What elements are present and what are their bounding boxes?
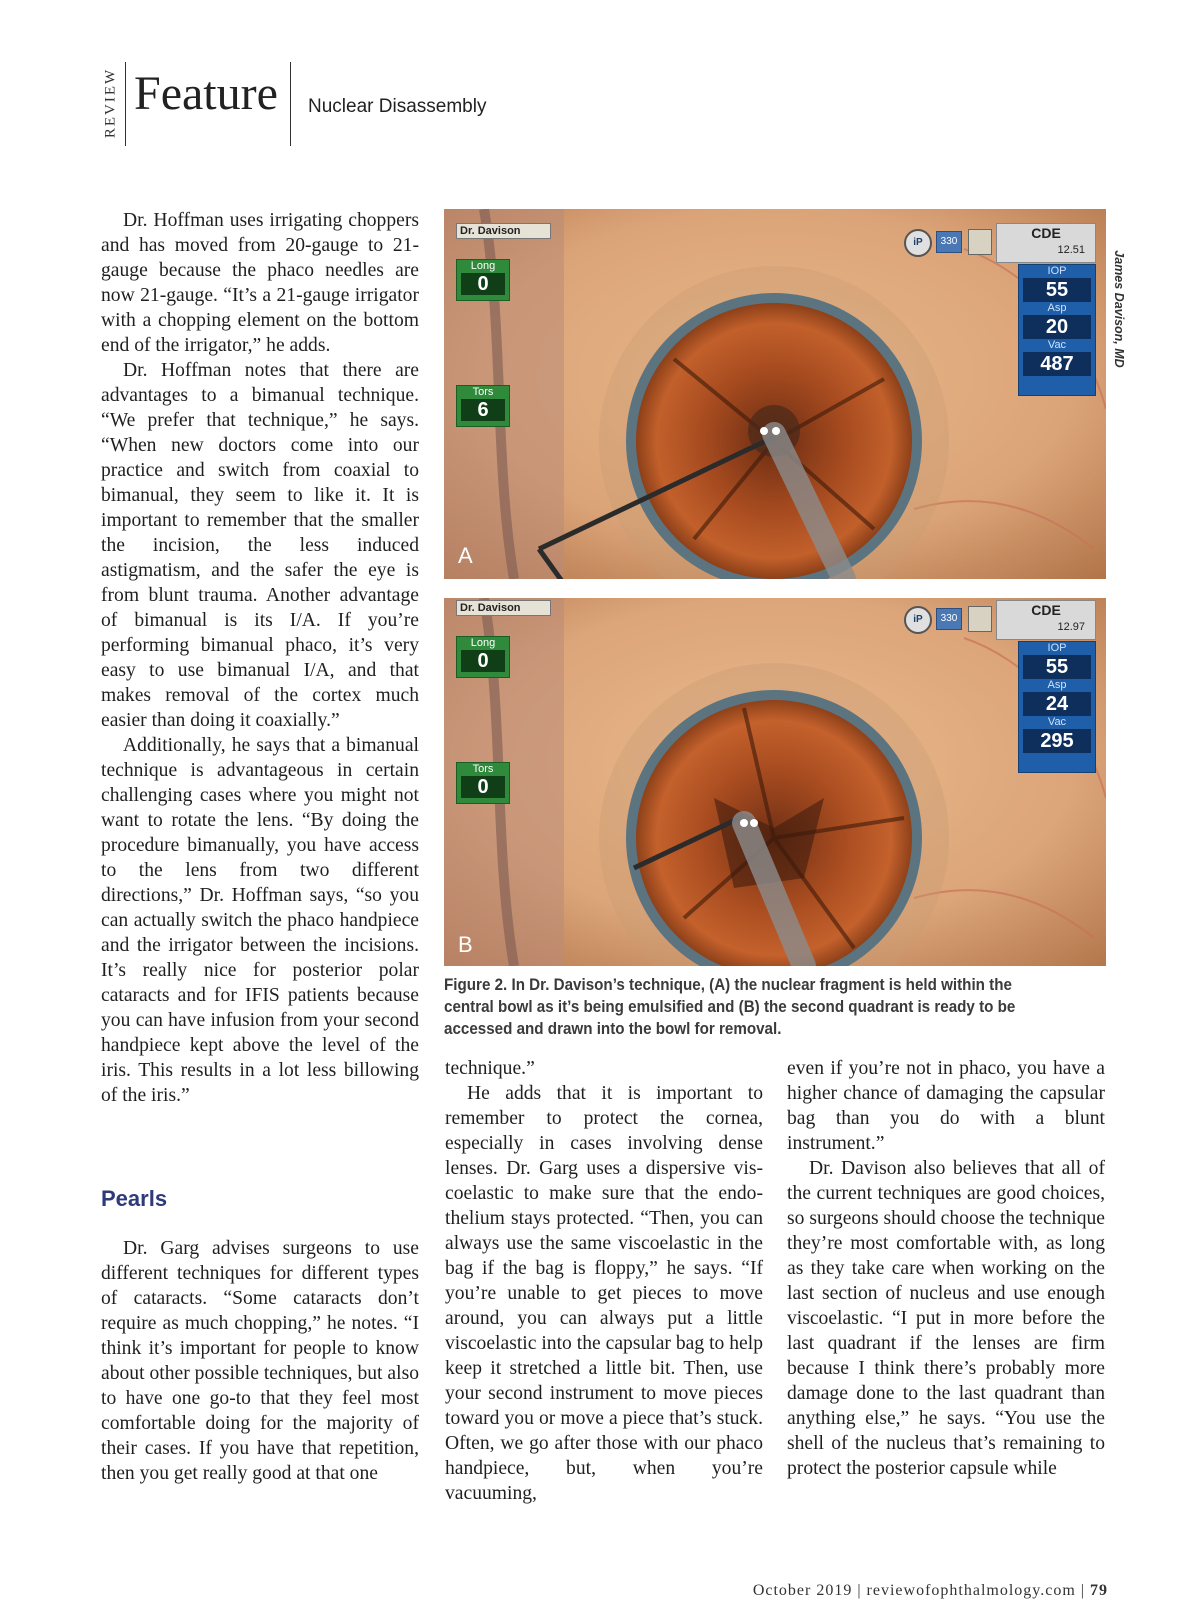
- tors-readout: Tors 0: [456, 762, 510, 804]
- surgery-photo-b: [444, 598, 1106, 966]
- paragraph: Dr. Hoffman uses irrigating choppers and has moved from 20-gauge to 21-gauge because the phaco needles are now 21-gauge. “It’s a 21-gauge irrigator with a chopping element on the bottom end of the irrigator,” he adds.: [101, 210, 419, 356]
- section-title: Nuclear Disassembly: [308, 96, 487, 117]
- power-badge: 330: [936, 231, 962, 253]
- long-readout: Long 0: [456, 259, 510, 301]
- article-column-1-pearls: [101, 1236, 419, 1486]
- fluidics-readout: IOP 55 Asp 24 Vac 295: [1018, 641, 1096, 773]
- header-divider: [290, 62, 291, 146]
- header-divider: [125, 62, 126, 146]
- ip-badge: iP: [904, 606, 932, 634]
- ip-badge: iP: [904, 229, 932, 257]
- panel-letter: B: [458, 932, 473, 957]
- face-icon: [968, 606, 992, 632]
- surgeon-label: Dr. Davison: [456, 223, 551, 239]
- paragraph: Dr. Davison also believes that all of the current techniques are good choices, so surgeons should choose the technique they’re most comfortable with, as long as they take care when working on the last section of nucleus and use enough viscoelastic. “I put in more before the last quadrant if the lenses are firm because I think there’s probably more damage done to the last quadrant than anything else,” he says. “You use the shell of the nucleus that’s remaining to protect the posterior capsule while: [787, 1158, 1105, 1479]
- magazine-tag: REVIEW: [102, 67, 119, 139]
- tors-readout: Tors 6: [456, 385, 510, 427]
- cde-readout: CDE 12.51: [996, 223, 1096, 263]
- photo-credit: James Davison, MD: [1112, 250, 1126, 368]
- article-column-3: [787, 1056, 1105, 1481]
- issue-date: October 2019: [752, 1582, 853, 1599]
- paragraph: Dr. Garg advises surgeons to use different techniques for different types of cataracts. “Some cataracts don’t require as much chopping,” he notes. “I think it’s important for people to know about other possible techniques, but also to have one go-to that they feel most comfortable doing for the majority of their cases. If you have that repetition, then you get really good at that one: [101, 1238, 419, 1484]
- article-column-2: [445, 1056, 763, 1506]
- surgery-photo-a: [444, 209, 1106, 579]
- website-link[interactable]: reviewofophthalmology.com: [866, 1582, 1076, 1599]
- paragraph: He adds that it is important to remember to protect the cornea, especially in cases involving dense lenses. Dr. Garg uses a dispersive viscoelastic to make sure that the endothelium stays protected. “Then, you can always use the same viscoelastic in the bag if the bag is floppy,” he says. “If you’re unable to get pieces to move around, you can always put a little viscoelastic into the capsular bag to help keep it stretched a little bit. Then, use your second instrument to move pieces toward you or move a piece that’s stuck. Often, we go after those with our phaco handpiece, but, when you’re vacuuming,: [445, 1083, 763, 1504]
- panel-letter: A: [458, 543, 473, 568]
- fluidics-readout: IOP 55 Asp 20 Vac 487: [1018, 264, 1096, 396]
- subhead-pearls: Pearls: [101, 1186, 168, 1211]
- face-icon: [968, 229, 992, 255]
- page-footer: [753, 1582, 1108, 1600]
- department-title: Feature: [134, 67, 278, 120]
- long-readout: Long 0: [456, 636, 510, 678]
- paragraph: technique.”: [445, 1058, 535, 1079]
- paragraph: Additionally, he says that a bimanual technique is advantageous in certain challenging cases where you might not want to rotate the lens. “By doing the procedure bimanually, you have access to the lens from two different directions,” Dr. Hoffman says, “so you can actually switch the phaco handpiece and the irrigator between the incisions. It’s really nice for posterior polar cataracts and for IFIS patients because you can have infusion from your second handpiece kept above the level of the iris. This results in a lot less billowing of the iris.”: [101, 735, 419, 1106]
- paragraph: Dr. Hoffman notes that there are advantages to a bimanual technique. “We prefer that technique,” he says. “When new doctors come into our practice and switch from coaxial to bimanual, they seem to like it. It is important to remember that the smaller the incision, the less induced astigmatism, and the safer the eye is from blunt trauma. Another advantage of bimanual is its I/A. If you’re performing bimanual phaco, it’s very easy to use bimanual I/A, and that makes removal of the cortex much easier than doing it coaxially.”: [101, 360, 419, 731]
- paragraph: even if you’re not in phaco, you have a higher chance of damaging the capsular bag than you do with a blunt instrument.”: [787, 1058, 1105, 1154]
- power-badge: 330: [936, 608, 962, 630]
- footer-separator: |: [1080, 1582, 1090, 1599]
- cde-readout: CDE 12.97: [996, 600, 1096, 640]
- page-number: 79: [1090, 1582, 1108, 1599]
- surgeon-label: Dr. Davison: [456, 600, 551, 616]
- figure-caption: Figure 2. In Dr. Davison’s technique, (A) the nuclear fragment is held within the central bowl as it’s being emulsified and (B) the second quadrant is ready to be accessed and drawn into the bowl for removal.: [444, 976, 1016, 1038]
- article-column-1: [101, 208, 419, 1108]
- footer-separator: |: [857, 1582, 867, 1599]
